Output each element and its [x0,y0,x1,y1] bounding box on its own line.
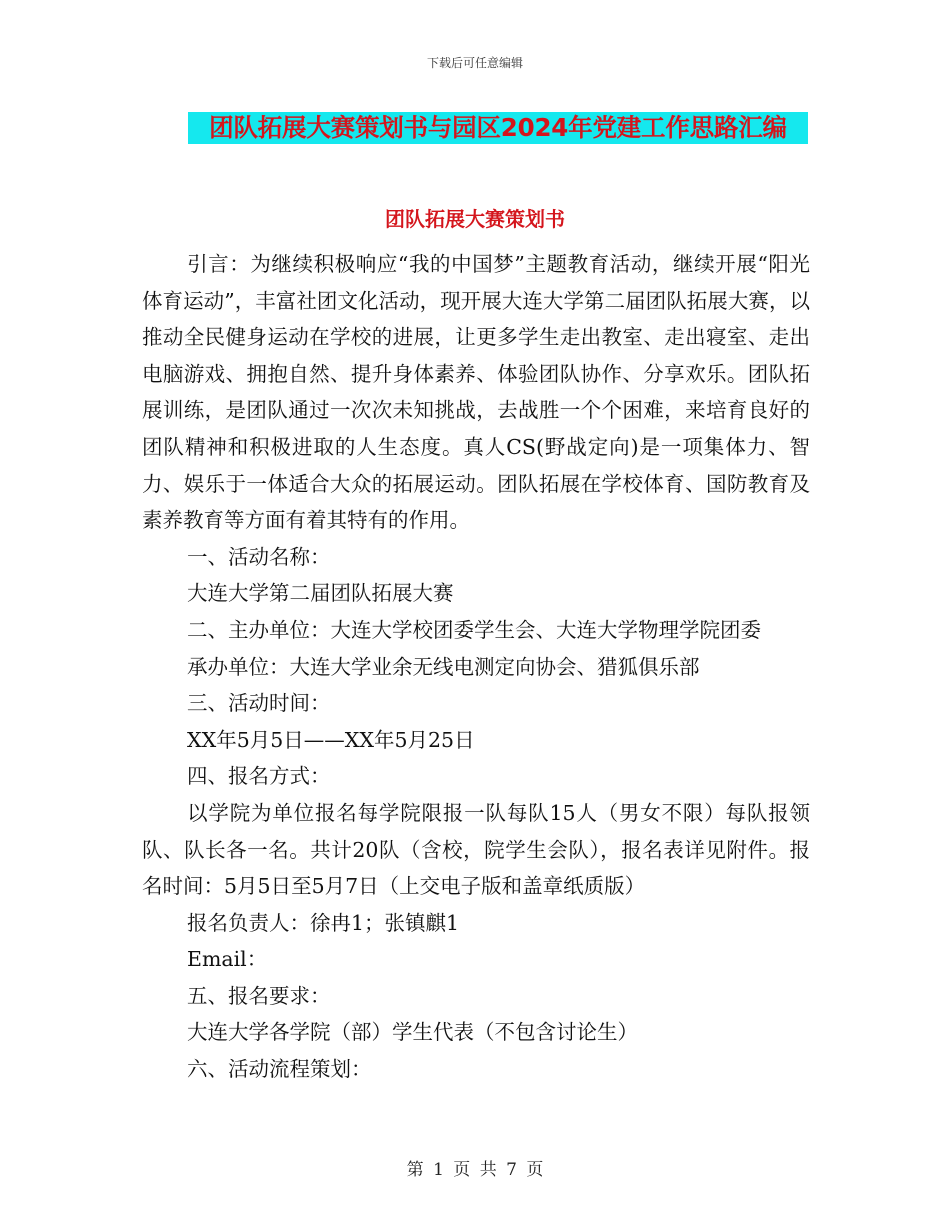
footer-label-unit2: 页 [526,1160,544,1180]
section-4-contact: 报名负责人：徐冉1；张镇麒1 [187,910,460,935]
page-header-note: 下载后可任意编辑 [426,56,523,70]
footer-label-total: 共 [479,1160,497,1180]
section-title: 团队拓展大赛策划书 [385,207,565,231]
page-footer [0,1155,950,1180]
section-6-heading: 六、活动流程策划： [187,1057,372,1082]
document-body [142,246,810,1088]
footer-total-pages: 7 [506,1160,517,1180]
footer-label-page: 第 [406,1160,424,1180]
section-5-body: 大连大学各学院（部）学生代表（不包含讨论生） [187,1020,638,1045]
section-2-body: 承办单位：大连大学业余无线电测定向协会、猎狐俱乐部 [187,654,700,679]
section-2-heading: 二、主办单位：大连大学校团委学生会、大连大学物理学院团委 [187,617,761,642]
section-1-heading: 一、活动名称： [187,544,331,569]
section-3-body: XX年5月5日——XX年5月25日 [187,727,475,752]
section-4-email: Email： [187,947,268,972]
footer-label-unit: 页 [453,1160,471,1180]
intro-paragraph: 引言：为继续积极响应“我的中国梦”主题教育活动，继续开展“阳光体育运动”，丰富社团文化活动，现开展大连大学第二届团队拓展大赛，以推动全民健身运动在学校的进展，让更多学生走出教室、走出寝室、走出电脑游戏、拥抱自然、提升身体素养、体验团队协作、分享欢乐。团队拓展训练，是团队通过一次次未知挑战，去战胜一个个困难，来培育良好的团队精神和积极进取的人生态度。真人CS(野战定向)是一项集体力、智力、娱乐于一体适合大众的拓展运动。团队拓展在学校体育、国防教育及素养教育等方面有着其特有的作用。 [142,252,810,533]
section-3-heading: 三、活动时间： [187,691,331,716]
document-title: 团队拓展大赛策划书与园区2024年党建工作思路汇编 [188,112,808,144]
section-4-heading: 四、报名方式： [187,764,331,789]
footer-current-page: 1 [433,1160,444,1180]
section-4-body: 以学院为单位报名每学院限报一队每队15人（男女不限）每队报领队、队长各一名。共计20队（含校，院学生会队），报名表详见附件。报名时间：5月5日至5月7日（上交电子版和盖章纸质版） [142,800,810,899]
section-1-body: 大连大学第二届团队拓展大赛 [187,581,454,606]
section-5-heading: 五、报名要求： [187,983,331,1008]
